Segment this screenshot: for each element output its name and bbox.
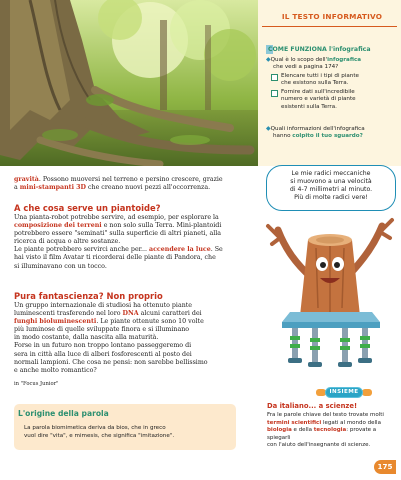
section-header-label: IL TESTO INFORMATIVO [281, 12, 383, 21]
source-caption: in "Focus Junior" [14, 381, 59, 387]
diamond-bullet-icon: ◆ [266, 125, 271, 132]
option-1-checkbox[interactable]: Elencare tutti i tipi di piante che esistono sulla Terra. [271, 73, 397, 88]
section-heading-sci-fi: Pura fantascienza? Non proprio [14, 291, 163, 301]
robot-tree-illustration [260, 208, 400, 387]
diamond-bullet-icon: ◆ [266, 56, 271, 63]
checkbox-icon[interactable] [271, 90, 278, 97]
section-heading-use: A che cosa serve un piantoide? [14, 203, 161, 213]
checkbox-icon[interactable] [271, 74, 278, 81]
section-sci-fi-paragraph: Un gruppo internazionale di studiosi ha ottenuto piante luminescenti trasferendo nel loro DNA alcuni caratteri dei funghi bioluminescenti. Le piante ottenute sono 10 volte più luminose di quelle sviluppate finora e si illuminano in modo costante, dalla nascita alla maturità. Forse in un futuro non troppo lontano passeggeremo di sera in città alla luce di alberi fosforescenti al posto dei normali lampioni. Che cosa ne pensi: non sarebbe bellissimo e anche molto romantico? [14, 302, 208, 374]
infographic-title: COME FUNZIONA l'infografica [268, 46, 371, 53]
page-number: 175 [374, 460, 396, 474]
section-use-paragraph: Una pianta-robot potrebbe servire, ad esempio, per esplorare la composizione dei terreni e non solo sulla Terra. Mini-plantoidi potrebbero essere "seminati" sulla superficie di altri pianeti, alla ricerca di acqua o altre sostanze. Le piante potrebbero servirci anche per... accendere la luce. Se hai visto il film Avatar ti ricorderai delle piante di Pandora, che si illuminavano con un tocco. [14, 214, 223, 270]
option-2-checkbox[interactable]: Fornire dati sull'incredibile numero e varietà di piante esistenti sulla Terra. [271, 89, 397, 111]
speech-bubble-text: Le mie radici meccaniche si muovono a una velocità di 4-7 millimetri al minuto. Più di molte radici vere! [289, 170, 373, 201]
insieme-title: Da italiano... a scienze! [267, 402, 358, 410]
word-origin-text: La parola biomimetica deriva da bios, che in greco vuol dire "vita", e mimesis, che significa "imitazione". [24, 425, 175, 439]
question-1: ◆Qual è lo scopo dell'infografica che vedi a pagina 174? [266, 56, 362, 71]
question-2: ◆Quali informazioni dell'infografica hanno colpito il tuo sguardo? [266, 125, 365, 140]
insieme-text: Fra le parole chiave del testo trovate molti termini scientifici legati al mondo della biologia e della tecnologia: provate a spiegarli con l'aiuto dell'insegnante di scienze. [267, 412, 384, 448]
intro-paragraph: gravità. Possono muoversi nel terreno e persino crescere, grazie a mini-stampanti 3D che creano nuovi pezzi all'occorrenza. [14, 176, 223, 192]
word-origin-title: L'origine della parola [18, 409, 109, 418]
forest-photo [0, 0, 258, 166]
insieme-badge: INSIEME [325, 387, 363, 398]
header-divider [262, 26, 397, 27]
badge-wing-right-icon [362, 389, 372, 396]
